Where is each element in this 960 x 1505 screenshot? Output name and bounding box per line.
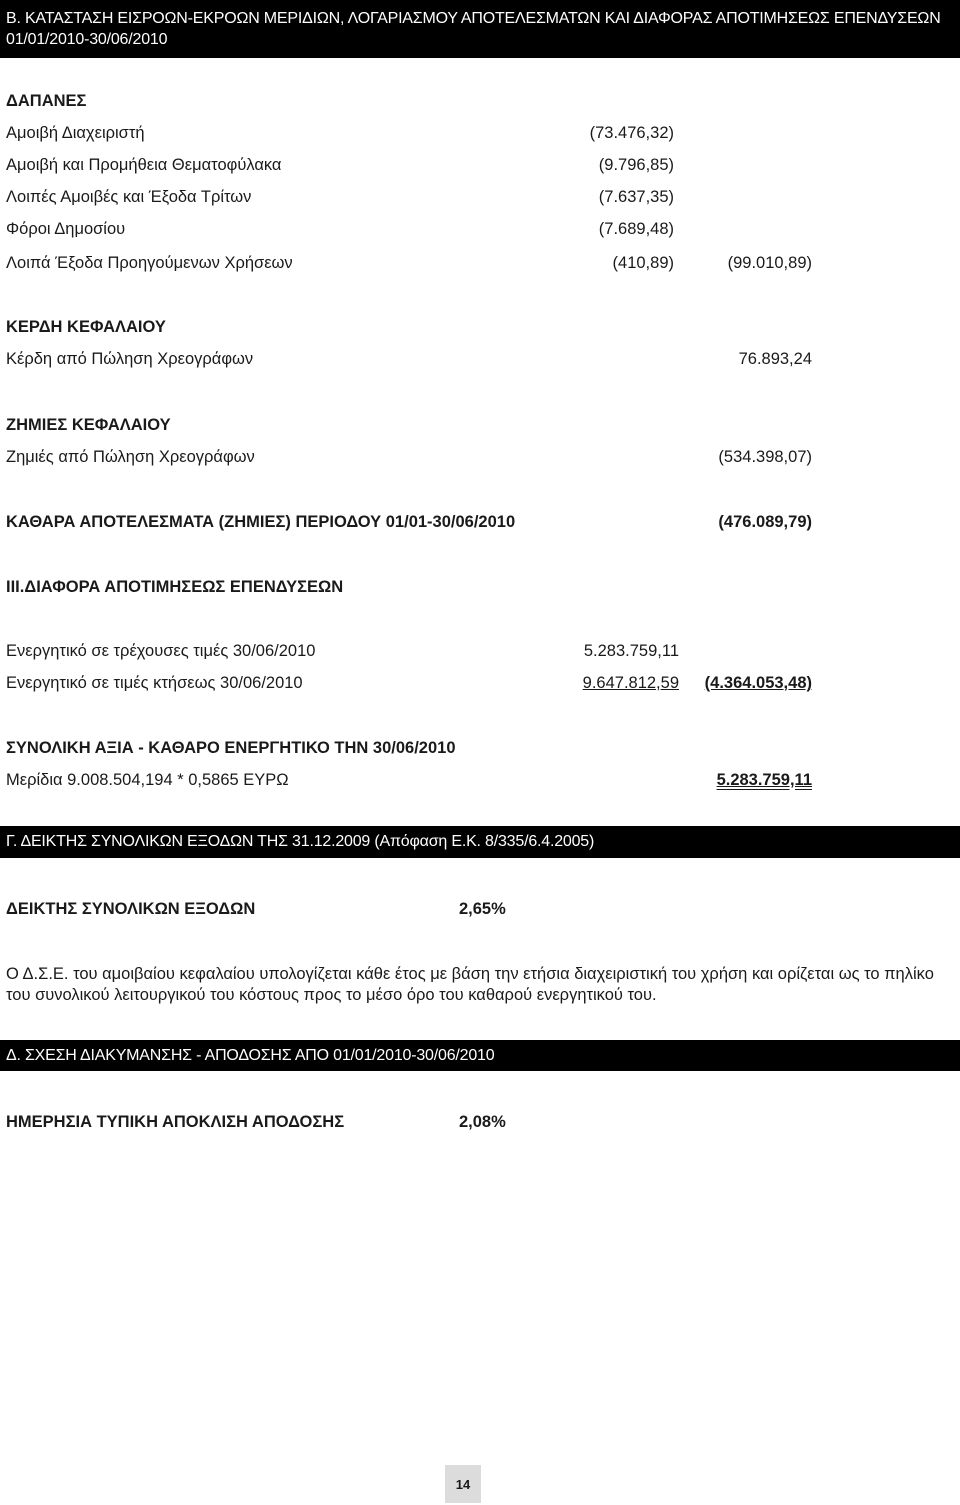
valuation-difference: (4.364.053,48) [704,674,812,692]
std-dev-label: ΗΜΕΡΗΣΙΑ ΤΥΠΙΚΗ ΑΠΟΚΛΙΣΗ ΑΠΟΔΟΣΗΣ [6,1113,345,1131]
expense-amount-prior-years: (410,89) [612,254,674,272]
total-value-units-label: Μερίδια 9.008.504,194 * 0,5865 ΕΥΡΩ [6,771,289,789]
std-dev-value: 2,08% [459,1113,506,1131]
capital-gains-title: ΚΕΡΔΗ ΚΕΦΑΛΑΙΟΥ [6,318,166,336]
section-b-title: Β. ΚΑΤΑΣΤΑΣΗ ΕΙΣΡΟΩΝ-ΕΚΡΟΩΝ ΜΕΡΙΔΙΩΝ, ΛΟΓΑΡΙΑΣΜΟΥ ΑΠΟΤΕΛΕΣΜΑΤΩΝ ΚΑΙ ΔΙΑΦΟΡΑΣ ΑΠΟΤΙΜΗΣΕΩΣ ΕΠΕΝΔΥΣΕΩΝ [6,10,941,27]
capital-losses-label: Ζημιές από Πώληση Χρεογράφων [6,448,255,466]
expense-index-note: Ο Δ.Σ.Ε. του αμοιβαίου κεφαλαίου υπολογίζεται κάθε έτος με βάση την ετήσια διαχειριστική του χρήση και ορίζεται ως το πηλίκο του συνολικού λειτουργικού του κόστους προς το μέσο όρο του καθαρού ενεργητικού του. [6,965,934,1004]
expense-amount-taxes: (7.689,48) [598,220,674,238]
expense-amount-manager-fee: (73.476,32) [589,124,674,142]
expense-label-prior-years: Λοιπά Έξοδα Προηγούμενων Χρήσεων [6,254,293,272]
valuation-title: ΙΙΙ.ΔΙΑΦΟΡΑ ΑΠΟΤΙΜΗΣΕΩΣ ΕΠΕΝΔΥΣΕΩΝ [6,578,344,596]
capital-gains-total: 76.893,24 [738,350,812,368]
page-number: 14 [445,1465,481,1503]
section-b-header [0,0,960,58]
expense-amount-third-party: (7.637,35) [598,188,674,206]
expense-index-label: ΔΕΙΚΤΗΣ ΣΥΝΟΛΙΚΩΝ ΕΞΟΔΩΝ [6,900,256,918]
valuation-current-value: 5.283.759,11 [583,642,679,660]
section-d-title: Δ. ΣΧΕΣΗ ΔΙΑΚΥΜΑΝΣΗΣ - ΑΠΟΔΟΣΗΣ ΑΠΟ 01/01/2010-30/06/2010 [6,1047,495,1064]
net-results-total: (476.089,79) [718,513,812,531]
expense-label-custodian-fee: Αμοιβή και Προμήθεια Θεματοφύλακα [6,156,282,174]
capital-losses-title: ΖΗΜΙΕΣ ΚΕΦΑΛΑΙΟΥ [6,416,171,434]
expense-index-value: 2,65% [459,900,506,918]
section-g-title: Γ. ΔΕΙΚΤΗΣ ΣΥΝΟΛΙΚΩΝ ΕΞΟΔΩΝ ΤΗΣ 31.12.2009 (Απόφαση Ε.Κ. 8/335/6.4.2005) [6,833,595,850]
valuation-cost-value: 9.647.812,59 [582,674,679,692]
capital-gains-label: Κέρδη από Πώληση Χρεογράφων [6,350,254,368]
expenses-total: (99.010,89) [727,254,812,272]
expense-amount-custodian-fee: (9.796,85) [598,156,674,174]
section-g-header [0,826,960,858]
expenses-title: ΔΑΠΑΝΕΣ [6,92,87,110]
capital-losses-total: (534.398,07) [718,448,812,466]
total-value-title: ΣΥΝΟΛΙΚΗ ΑΞΙΑ - ΚΑΘΑΡΟ ΕΝΕΡΓΗΤΙΚΟ ΤΗΝ 30/06/2010 [6,739,456,757]
expense-label-third-party: Λοιπές Αμοιβές και Έξοδα Τρίτων [6,188,252,206]
section-d-header [0,1040,960,1071]
expense-label-manager-fee: Αμοιβή Διαχειριστή [6,124,145,142]
net-results-label: ΚΑΘΑΡΑ ΑΠΟΤΕΛΕΣΜΑΤΑ (ΖΗΜΙΕΣ) ΠΕΡΙΟΔΟΥ 01/01-30/06/2010 [6,513,516,531]
section-b-period: 01/01/2010-30/06/2010 [6,31,168,48]
total-value-amount: 5.283.759,11 [716,771,812,789]
valuation-current-label: Ενεργητικό σε τρέχουσες τιμές 30/06/2010 [6,642,316,660]
valuation-cost-label: Ενεργητικό σε τιμές κτήσεως 30/06/2010 [6,674,303,692]
expense-label-taxes: Φόροι Δημοσίου [6,220,126,238]
